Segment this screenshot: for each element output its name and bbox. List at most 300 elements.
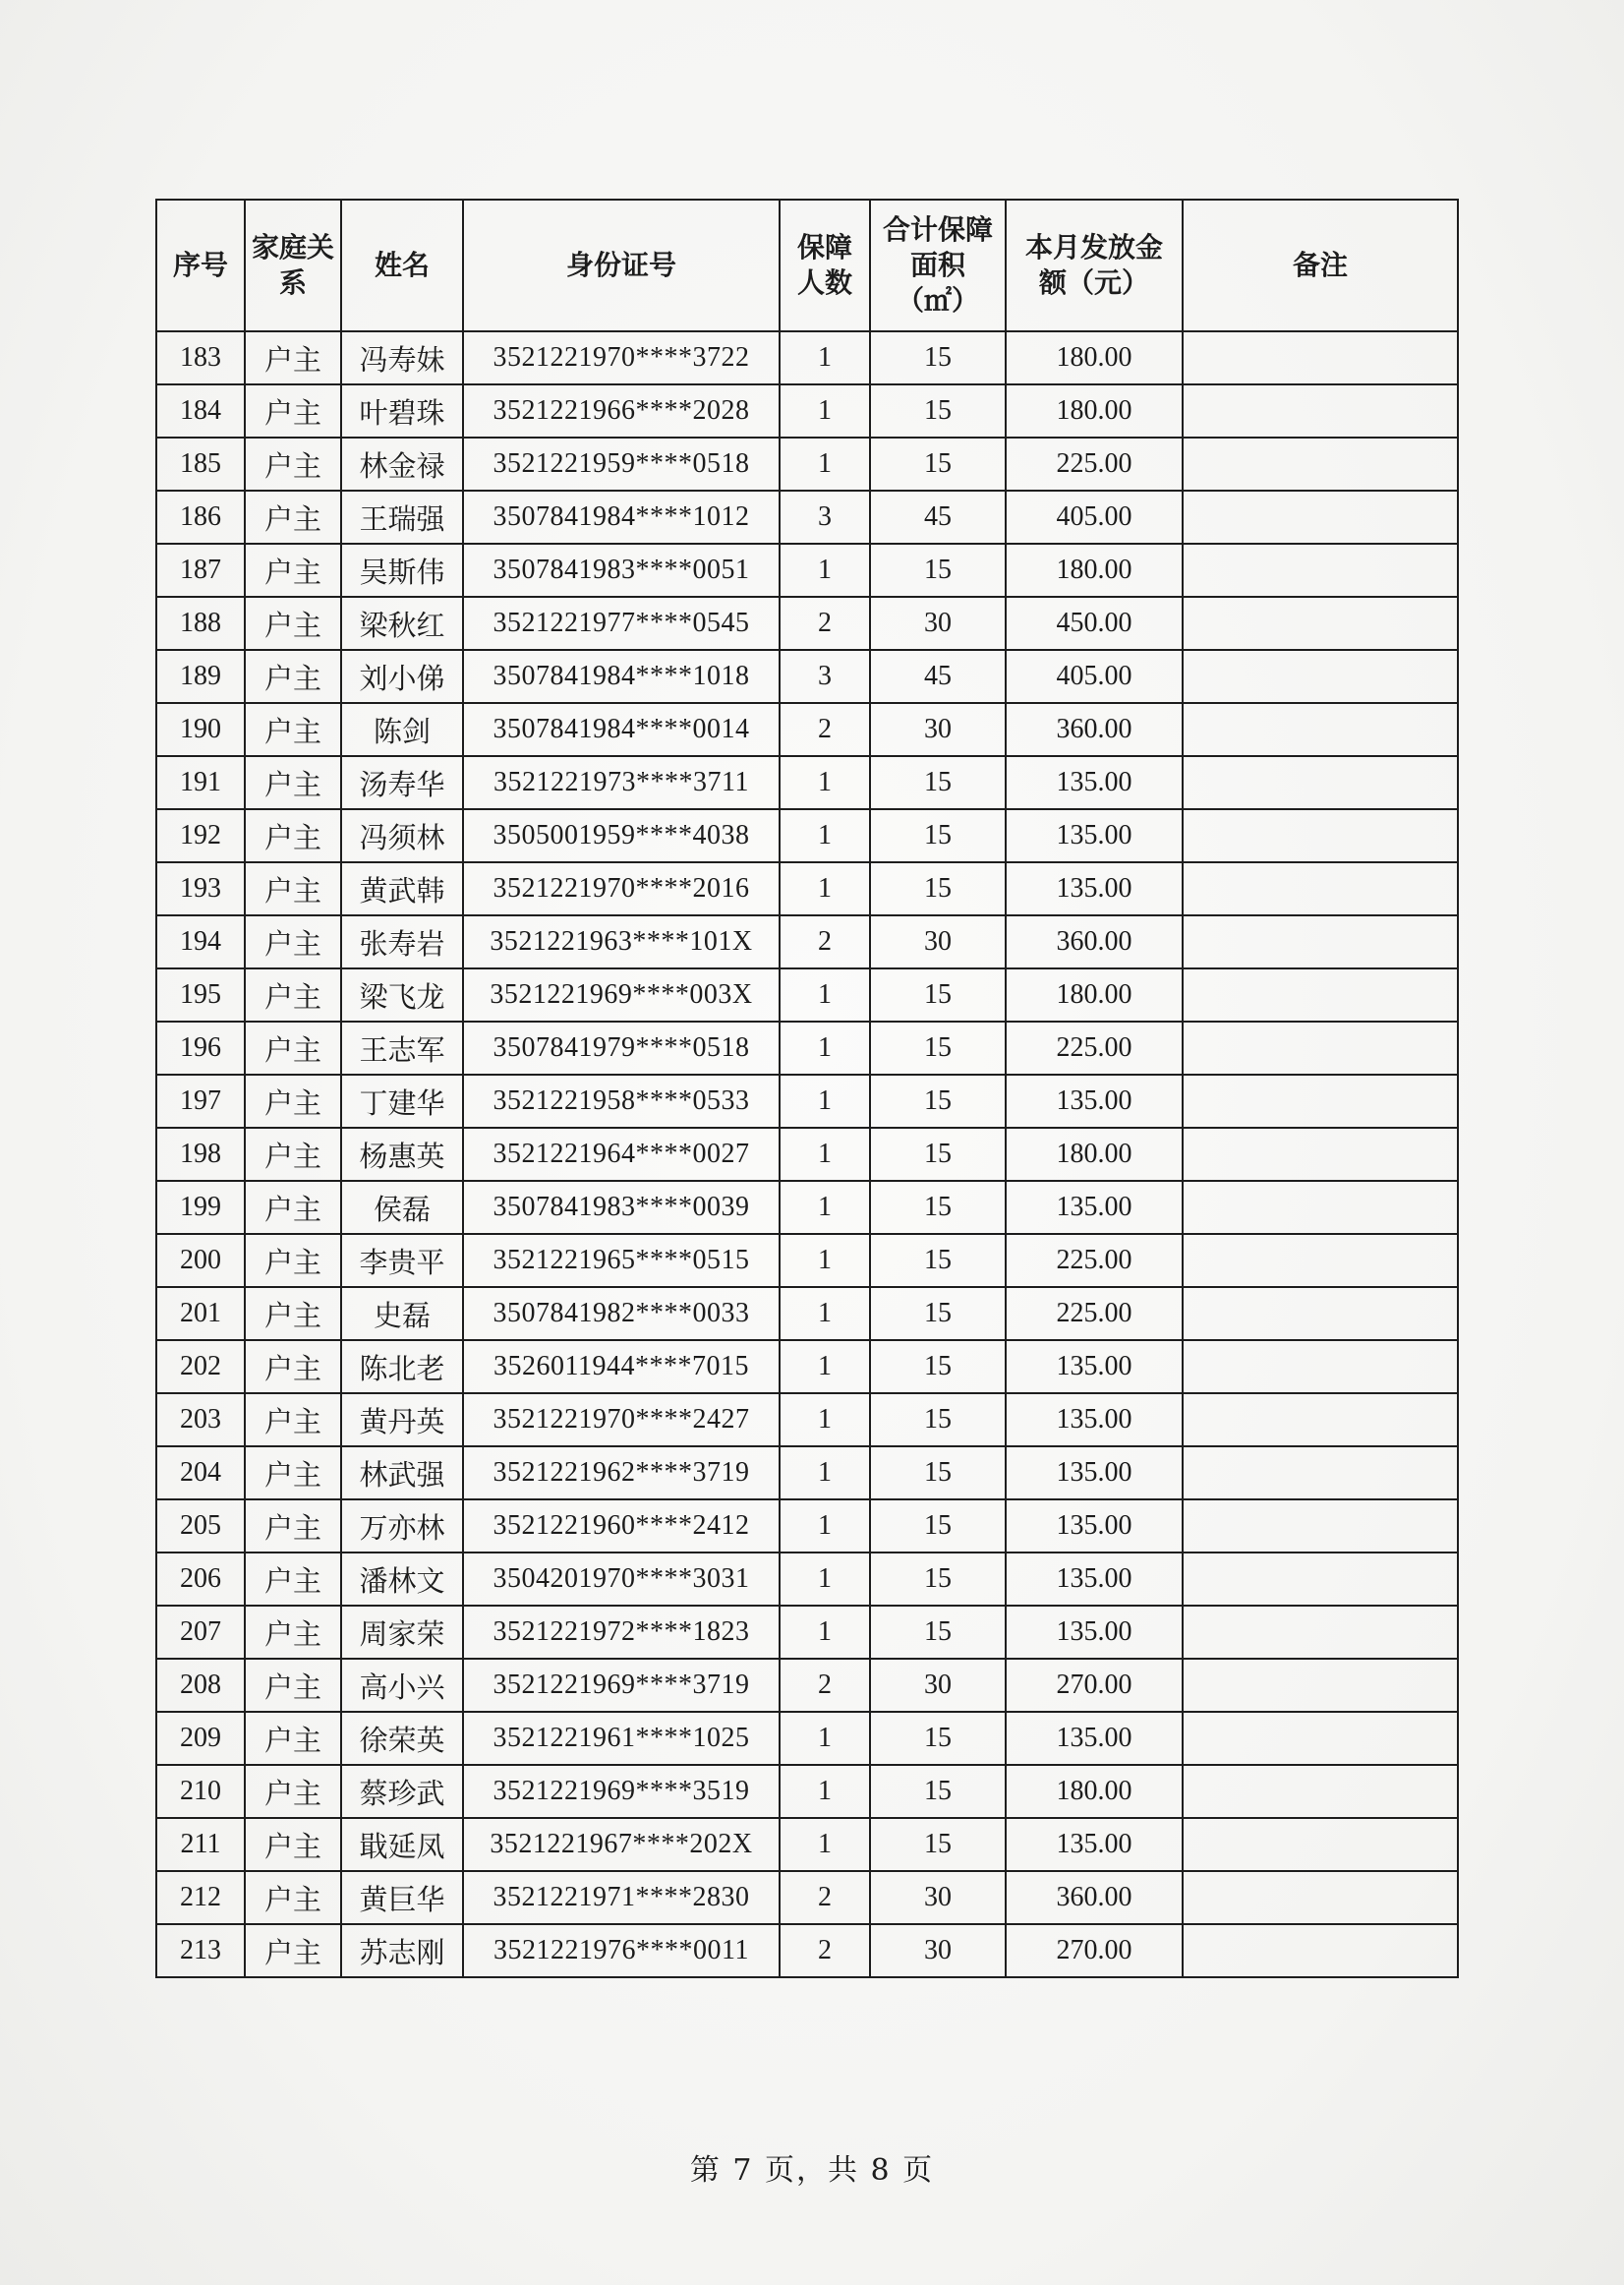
- cell-seq: 200: [156, 1234, 245, 1287]
- cell-amount: 180.00: [1006, 1765, 1183, 1818]
- cell-seq: 206: [156, 1553, 245, 1606]
- cell-id-number: 3507841982****0033: [463, 1287, 780, 1340]
- cell-id-number: 3507841979****0518: [463, 1022, 780, 1075]
- cell-remark: [1183, 1818, 1458, 1871]
- cell-name: 徐荣英: [341, 1712, 463, 1765]
- cell-area: 15: [870, 756, 1006, 809]
- cell-name: 陈剑: [341, 703, 463, 756]
- header-persons-line-2: 人数: [796, 266, 852, 299]
- cell-amount: 360.00: [1006, 915, 1183, 968]
- cell-area: 15: [870, 544, 1006, 597]
- cell-relation: 户主: [245, 1181, 341, 1234]
- cell-seq: 195: [156, 968, 245, 1022]
- cell-name: 刘小俤: [341, 650, 463, 703]
- cell-persons: 3: [780, 650, 870, 703]
- table-row: [156, 1499, 1458, 1553]
- cell-remark: [1183, 438, 1458, 491]
- table-row: [156, 1871, 1458, 1924]
- cell-amount: 405.00: [1006, 650, 1183, 703]
- cell-relation: 户主: [245, 331, 341, 384]
- cell-relation: 户主: [245, 809, 341, 862]
- cell-name: 吴斯伟: [341, 544, 463, 597]
- cell-remark: [1183, 1446, 1458, 1499]
- cell-name: 史磊: [341, 1287, 463, 1340]
- cell-remark: [1183, 544, 1458, 597]
- cell-area: 15: [870, 1022, 1006, 1075]
- cell-remark: [1183, 1128, 1458, 1181]
- table-row: [156, 1659, 1458, 1712]
- table-row: [156, 915, 1458, 968]
- cell-area: 15: [870, 1553, 1006, 1606]
- cell-area: 30: [870, 1871, 1006, 1924]
- cell-persons: 2: [780, 703, 870, 756]
- header-relation: [245, 200, 341, 331]
- table-row: [156, 1128, 1458, 1181]
- cell-seq: 213: [156, 1924, 245, 1977]
- header-persons-line-1: 保障: [796, 231, 852, 264]
- cell-relation: 户主: [245, 1022, 341, 1075]
- table-row: [156, 968, 1458, 1022]
- header-id-number: 身份证号: [463, 200, 780, 331]
- table-row: [156, 703, 1458, 756]
- cell-area: 15: [870, 1446, 1006, 1499]
- cell-seq: 212: [156, 1871, 245, 1924]
- cell-remark: [1183, 1606, 1458, 1659]
- cell-area: 15: [870, 1393, 1006, 1446]
- cell-persons: 1: [780, 1022, 870, 1075]
- table-row: [156, 384, 1458, 438]
- cell-id-number: 3521221972****1823: [463, 1606, 780, 1659]
- cell-id-number: 3521221958****0533: [463, 1075, 780, 1128]
- cell-seq: 191: [156, 756, 245, 809]
- cell-remark: [1183, 1075, 1458, 1128]
- table-row: [156, 1075, 1458, 1128]
- cell-amount: 405.00: [1006, 491, 1183, 544]
- cell-name: 高小兴: [341, 1659, 463, 1712]
- cell-amount: 225.00: [1006, 438, 1183, 491]
- cell-remark: [1183, 491, 1458, 544]
- cell-id-number: 3521221962****3719: [463, 1446, 780, 1499]
- header-row: [156, 200, 1458, 331]
- cell-persons: 1: [780, 544, 870, 597]
- cell-persons: 1: [780, 756, 870, 809]
- cell-persons: 1: [780, 1287, 870, 1340]
- cell-amount: 360.00: [1006, 1871, 1183, 1924]
- cell-relation: 户主: [245, 1924, 341, 1977]
- cell-persons: 1: [780, 809, 870, 862]
- cell-remark: [1183, 1765, 1458, 1818]
- cell-id-number: 3521221977****0545: [463, 597, 780, 650]
- cell-area: 15: [870, 1340, 1006, 1393]
- cell-seq: 186: [156, 491, 245, 544]
- cell-relation: 户主: [245, 1712, 341, 1765]
- header-area-line-3: （㎡）: [896, 284, 979, 317]
- cell-relation: 户主: [245, 915, 341, 968]
- cell-name: 蔡珍武: [341, 1765, 463, 1818]
- cell-seq: 209: [156, 1712, 245, 1765]
- cell-amount: 135.00: [1006, 1340, 1183, 1393]
- cell-relation: 户主: [245, 1234, 341, 1287]
- cell-remark: [1183, 1022, 1458, 1075]
- cell-area: 30: [870, 703, 1006, 756]
- cell-amount: 180.00: [1006, 1128, 1183, 1181]
- cell-area: 15: [870, 1499, 1006, 1553]
- cell-remark: [1183, 915, 1458, 968]
- cell-id-number: 3521221964****0027: [463, 1128, 780, 1181]
- cell-amount: 135.00: [1006, 809, 1183, 862]
- cell-persons: 1: [780, 1234, 870, 1287]
- table-row: [156, 1022, 1458, 1075]
- cell-remark: [1183, 384, 1458, 438]
- cell-seq: 198: [156, 1128, 245, 1181]
- cell-name: 叶碧珠: [341, 384, 463, 438]
- cell-relation: 户主: [245, 650, 341, 703]
- cell-persons: 2: [780, 1924, 870, 1977]
- cell-amount: 180.00: [1006, 968, 1183, 1022]
- cell-persons: 1: [780, 1340, 870, 1393]
- cell-seq: 211: [156, 1818, 245, 1871]
- cell-area: 15: [870, 1234, 1006, 1287]
- cell-id-number: 3521221965****0515: [463, 1234, 780, 1287]
- cell-persons: 1: [780, 1499, 870, 1553]
- cell-id-number: 3521221970****2016: [463, 862, 780, 915]
- table-row: [156, 1818, 1458, 1871]
- cell-persons: 1: [780, 1606, 870, 1659]
- cell-name: 王志军: [341, 1022, 463, 1075]
- cell-id-number: 3521221976****0011: [463, 1924, 780, 1977]
- cell-id-number: 3521221973****3711: [463, 756, 780, 809]
- cell-seq: 199: [156, 1181, 245, 1234]
- cell-area: 30: [870, 1659, 1006, 1712]
- cell-amount: 270.00: [1006, 1924, 1183, 1977]
- cell-amount: 135.00: [1006, 1075, 1183, 1128]
- cell-area: 15: [870, 809, 1006, 862]
- table-row: [156, 650, 1458, 703]
- cell-area: 15: [870, 384, 1006, 438]
- cell-seq: 187: [156, 544, 245, 597]
- cell-name: 王瑞强: [341, 491, 463, 544]
- header-area-line-1: 合计保障: [882, 213, 993, 246]
- cell-area: 15: [870, 331, 1006, 384]
- table-row: [156, 1446, 1458, 1499]
- cell-id-number: 3521221970****2427: [463, 1393, 780, 1446]
- cell-remark: [1183, 1287, 1458, 1340]
- cell-seq: 197: [156, 1075, 245, 1128]
- cell-persons: 1: [780, 1075, 870, 1128]
- cell-area: 15: [870, 1712, 1006, 1765]
- cell-id-number: 3507841984****0014: [463, 703, 780, 756]
- cell-amount: 135.00: [1006, 862, 1183, 915]
- cell-relation: 户主: [245, 438, 341, 491]
- cell-id-number: 3507841983****0039: [463, 1181, 780, 1234]
- cell-seq: 205: [156, 1499, 245, 1553]
- table-row: [156, 544, 1458, 597]
- cell-amount: 135.00: [1006, 1393, 1183, 1446]
- cell-remark: [1183, 1712, 1458, 1765]
- cell-relation: 户主: [245, 491, 341, 544]
- cell-relation: 户主: [245, 968, 341, 1022]
- cell-area: 15: [870, 1606, 1006, 1659]
- cell-name: 丁建华: [341, 1075, 463, 1128]
- cell-persons: 1: [780, 1553, 870, 1606]
- header-seq: 序号: [156, 200, 245, 331]
- cell-amount: 135.00: [1006, 1553, 1183, 1606]
- cell-relation: 户主: [245, 862, 341, 915]
- cell-seq: 203: [156, 1393, 245, 1446]
- page-number-footer: 第 7 页，共 8 页: [689, 2153, 935, 2188]
- cell-persons: 1: [780, 1393, 870, 1446]
- cell-area: 15: [870, 1075, 1006, 1128]
- cell-id-number: 3521221959****0518: [463, 438, 780, 491]
- cell-area: 30: [870, 915, 1006, 968]
- cell-relation: 户主: [245, 1128, 341, 1181]
- table-row: [156, 756, 1458, 809]
- cell-id-number: 3504201970****3031: [463, 1553, 780, 1606]
- cell-seq: 194: [156, 915, 245, 968]
- cell-seq: 185: [156, 438, 245, 491]
- cell-remark: [1183, 1499, 1458, 1553]
- cell-amount: 180.00: [1006, 331, 1183, 384]
- cell-area: 30: [870, 1924, 1006, 1977]
- cell-id-number: 3521221961****1025: [463, 1712, 780, 1765]
- cell-relation: 户主: [245, 1499, 341, 1553]
- cell-area: 15: [870, 1765, 1006, 1818]
- cell-id-number: 3521221969****003X: [463, 968, 780, 1022]
- cell-amount: 135.00: [1006, 756, 1183, 809]
- cell-amount: 180.00: [1006, 544, 1183, 597]
- cell-remark: [1183, 1393, 1458, 1446]
- cell-relation: 户主: [245, 1606, 341, 1659]
- table-row: [156, 491, 1458, 544]
- cell-amount: 180.00: [1006, 384, 1183, 438]
- cell-id-number: 3521221970****3722: [463, 331, 780, 384]
- table-row: [156, 438, 1458, 491]
- header-amount-line-1: 本月发放金: [1024, 231, 1163, 264]
- cell-id-number: 3521221963****101X: [463, 915, 780, 968]
- cell-id-number: 3521221960****2412: [463, 1499, 780, 1553]
- cell-remark: [1183, 1659, 1458, 1712]
- cell-amount: 450.00: [1006, 597, 1183, 650]
- cell-persons: 1: [780, 331, 870, 384]
- table-row: [156, 1765, 1458, 1818]
- cell-area: 15: [870, 862, 1006, 915]
- cell-area: 15: [870, 968, 1006, 1022]
- cell-id-number: 3521221971****2830: [463, 1871, 780, 1924]
- table-row: [156, 862, 1458, 915]
- cell-amount: 270.00: [1006, 1659, 1183, 1712]
- cell-name: 杨惠英: [341, 1128, 463, 1181]
- cell-relation: 户主: [245, 1553, 341, 1606]
- cell-amount: 135.00: [1006, 1446, 1183, 1499]
- cell-relation: 户主: [245, 1287, 341, 1340]
- cell-persons: 1: [780, 384, 870, 438]
- cell-relation: 户主: [245, 544, 341, 597]
- cell-name: 梁飞龙: [341, 968, 463, 1022]
- cell-persons: 1: [780, 862, 870, 915]
- header-area: [870, 200, 1006, 331]
- header-relation-line-1: 家庭关: [251, 231, 334, 264]
- cell-seq: 202: [156, 1340, 245, 1393]
- cell-name: 梁秋红: [341, 597, 463, 650]
- cell-id-number: 3521221967****202X: [463, 1818, 780, 1871]
- cell-amount: 135.00: [1006, 1181, 1183, 1234]
- cell-seq: 204: [156, 1446, 245, 1499]
- cell-id-number: 3521221966****2028: [463, 384, 780, 438]
- cell-persons: 1: [780, 1765, 870, 1818]
- cell-remark: [1183, 331, 1458, 384]
- cell-remark: [1183, 1871, 1458, 1924]
- cell-seq: 201: [156, 1287, 245, 1340]
- cell-seq: 190: [156, 703, 245, 756]
- table-row: [156, 1340, 1458, 1393]
- cell-persons: 2: [780, 915, 870, 968]
- cell-area: 30: [870, 597, 1006, 650]
- cell-name: 黄巨华: [341, 1871, 463, 1924]
- cell-seq: 184: [156, 384, 245, 438]
- cell-persons: 2: [780, 1871, 870, 1924]
- cell-seq: 193: [156, 862, 245, 915]
- cell-name: 黄武韩: [341, 862, 463, 915]
- table-row: [156, 809, 1458, 862]
- cell-persons: 1: [780, 1181, 870, 1234]
- table-row: [156, 1553, 1458, 1606]
- subsidy-roster-table: [155, 199, 1459, 1978]
- table-row: [156, 1712, 1458, 1765]
- cell-area: 15: [870, 1818, 1006, 1871]
- cell-name: 冯寿妹: [341, 331, 463, 384]
- cell-remark: [1183, 809, 1458, 862]
- cell-area: 15: [870, 1181, 1006, 1234]
- cell-area: 15: [870, 1287, 1006, 1340]
- cell-area: 45: [870, 491, 1006, 544]
- cell-remark: [1183, 597, 1458, 650]
- header-area-line-2: 面积: [909, 249, 965, 281]
- cell-remark: [1183, 862, 1458, 915]
- cell-name: 潘林文: [341, 1553, 463, 1606]
- cell-amount: 135.00: [1006, 1606, 1183, 1659]
- table-row: [156, 1181, 1458, 1234]
- cell-area: 15: [870, 1128, 1006, 1181]
- cell-persons: 2: [780, 1659, 870, 1712]
- cell-relation: 户主: [245, 597, 341, 650]
- table-body: [156, 331, 1458, 1977]
- cell-relation: 户主: [245, 1659, 341, 1712]
- cell-id-number: 3521221969****3719: [463, 1659, 780, 1712]
- cell-remark: [1183, 968, 1458, 1022]
- cell-id-number: 3526011944****7015: [463, 1340, 780, 1393]
- cell-amount: 225.00: [1006, 1022, 1183, 1075]
- cell-name: 侯磊: [341, 1181, 463, 1234]
- cell-remark: [1183, 650, 1458, 703]
- cell-id-number: 3507841983****0051: [463, 544, 780, 597]
- cell-area: 45: [870, 650, 1006, 703]
- cell-id-number: 3507841984****1012: [463, 491, 780, 544]
- cell-seq: 183: [156, 331, 245, 384]
- table-header: [156, 200, 1458, 331]
- cell-relation: 户主: [245, 1393, 341, 1446]
- cell-name: 万亦林: [341, 1499, 463, 1553]
- cell-name: 戢延凤: [341, 1818, 463, 1871]
- cell-relation: 户主: [245, 1871, 341, 1924]
- cell-relation: 户主: [245, 703, 341, 756]
- cell-name: 张寿岩: [341, 915, 463, 968]
- table-row: [156, 1393, 1458, 1446]
- cell-relation: 户主: [245, 1340, 341, 1393]
- cell-relation: 户主: [245, 1818, 341, 1871]
- cell-relation: 户主: [245, 1075, 341, 1128]
- cell-seq: 189: [156, 650, 245, 703]
- header-name: 姓名: [341, 200, 463, 331]
- cell-remark: [1183, 1181, 1458, 1234]
- cell-name: 冯须林: [341, 809, 463, 862]
- cell-name: 黄丹英: [341, 1393, 463, 1446]
- cell-name: 林金禄: [341, 438, 463, 491]
- cell-amount: 360.00: [1006, 703, 1183, 756]
- cell-persons: 1: [780, 968, 870, 1022]
- cell-seq: 208: [156, 1659, 245, 1712]
- table-row: [156, 331, 1458, 384]
- header-amount-line-2: 额（元）: [1038, 266, 1149, 299]
- table-row: [156, 597, 1458, 650]
- cell-name: 周家荣: [341, 1606, 463, 1659]
- cell-remark: [1183, 1924, 1458, 1977]
- cell-persons: 2: [780, 597, 870, 650]
- cell-persons: 1: [780, 1712, 870, 1765]
- cell-name: 陈北老: [341, 1340, 463, 1393]
- table-row: [156, 1924, 1458, 1977]
- cell-persons: 1: [780, 438, 870, 491]
- cell-name: 汤寿华: [341, 756, 463, 809]
- cell-remark: [1183, 1553, 1458, 1606]
- cell-remark: [1183, 1234, 1458, 1287]
- header-remarks: 备注: [1183, 200, 1458, 331]
- cell-seq: 192: [156, 809, 245, 862]
- cell-seq: 188: [156, 597, 245, 650]
- table-row: [156, 1287, 1458, 1340]
- cell-name: 林武强: [341, 1446, 463, 1499]
- cell-id-number: 3505001959****4038: [463, 809, 780, 862]
- cell-remark: [1183, 1340, 1458, 1393]
- table-row: [156, 1234, 1458, 1287]
- cell-id-number: 3507841984****1018: [463, 650, 780, 703]
- cell-name: 李贵平: [341, 1234, 463, 1287]
- cell-area: 15: [870, 438, 1006, 491]
- cell-amount: 225.00: [1006, 1287, 1183, 1340]
- cell-relation: 户主: [245, 1765, 341, 1818]
- cell-amount: 135.00: [1006, 1499, 1183, 1553]
- cell-persons: 1: [780, 1446, 870, 1499]
- cell-relation: 户主: [245, 756, 341, 809]
- cell-remark: [1183, 756, 1458, 809]
- header-amount: [1006, 200, 1183, 331]
- cell-id-number: 3521221969****3519: [463, 1765, 780, 1818]
- cell-amount: 135.00: [1006, 1712, 1183, 1765]
- cell-name: 苏志刚: [341, 1924, 463, 1977]
- cell-relation: 户主: [245, 1446, 341, 1499]
- table-row: [156, 1606, 1458, 1659]
- cell-seq: 207: [156, 1606, 245, 1659]
- cell-amount: 135.00: [1006, 1818, 1183, 1871]
- cell-remark: [1183, 703, 1458, 756]
- cell-amount: 225.00: [1006, 1234, 1183, 1287]
- header-persons: [780, 200, 870, 331]
- cell-relation: 户主: [245, 384, 341, 438]
- cell-persons: 1: [780, 1818, 870, 1871]
- cell-persons: 1: [780, 1128, 870, 1181]
- cell-persons: 3: [780, 491, 870, 544]
- cell-seq: 210: [156, 1765, 245, 1818]
- cell-seq: 196: [156, 1022, 245, 1075]
